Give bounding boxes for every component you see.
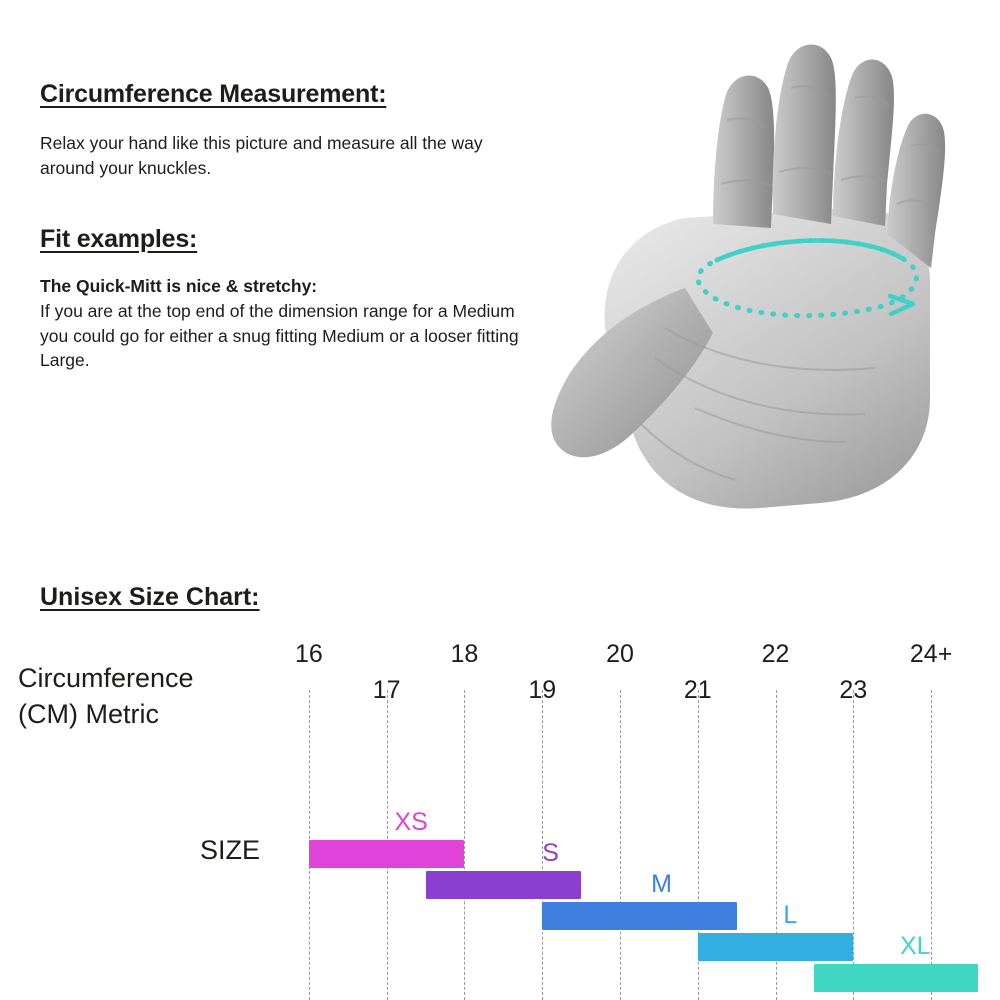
- size-bar-label: XS: [394, 808, 428, 836]
- size-bar-label: XL: [900, 932, 931, 960]
- x-tick-label: 18: [450, 640, 479, 668]
- size-bar-label: M: [651, 870, 672, 898]
- x-tick-label: 24+: [909, 640, 953, 668]
- size-bar-label: L: [783, 901, 798, 929]
- size-chart-heading: Unisex Size Chart:: [40, 583, 260, 611]
- size-bar: [698, 933, 854, 961]
- x-tick-label: 20: [606, 640, 634, 668]
- info-text-column: [40, 80, 530, 373]
- x-tick-label: 21: [683, 676, 712, 704]
- fit-examples-body: If you are at the top end of the dimension range for a Medium you could go for either a snug fitting Medium or a looser fitting Large.: [40, 300, 519, 371]
- gridline: [853, 690, 854, 1000]
- x-tick-label: 17: [372, 676, 401, 704]
- x-tick-label: 16: [294, 640, 323, 668]
- circumference-body: Relax your hand like this picture and measure all the way around your knuckles.: [40, 133, 483, 178]
- fit-examples-bold-line: The Quick-Mitt is nice & stretchy:: [40, 275, 318, 296]
- y-axis-label: SIZE: [199, 835, 260, 865]
- gridline: [464, 690, 465, 1000]
- x-tick-label: 19: [528, 676, 557, 704]
- x-tick-label: 22: [761, 640, 790, 668]
- size-bar: [814, 964, 977, 992]
- gridline: [620, 690, 621, 1000]
- x-axis-label-text: Circumference (CM) Metric: [18, 663, 194, 730]
- x-axis-label: [18, 660, 258, 733]
- x-tick-label: 23: [839, 676, 868, 704]
- size-bar: [426, 871, 582, 899]
- size-bar-label: S: [542, 839, 559, 867]
- open-hand-photo: [545, 28, 965, 520]
- hand-illustration: [545, 28, 965, 520]
- size-bar: [542, 902, 736, 930]
- size-bar: [309, 840, 465, 868]
- size-chart: [0, 640, 1000, 1000]
- circumference-heading: Circumference Measurement:: [40, 80, 387, 108]
- chart-plot-area: [270, 640, 970, 1000]
- gridline: [931, 690, 932, 1000]
- fit-examples-heading: Fit examples:: [40, 224, 198, 253]
